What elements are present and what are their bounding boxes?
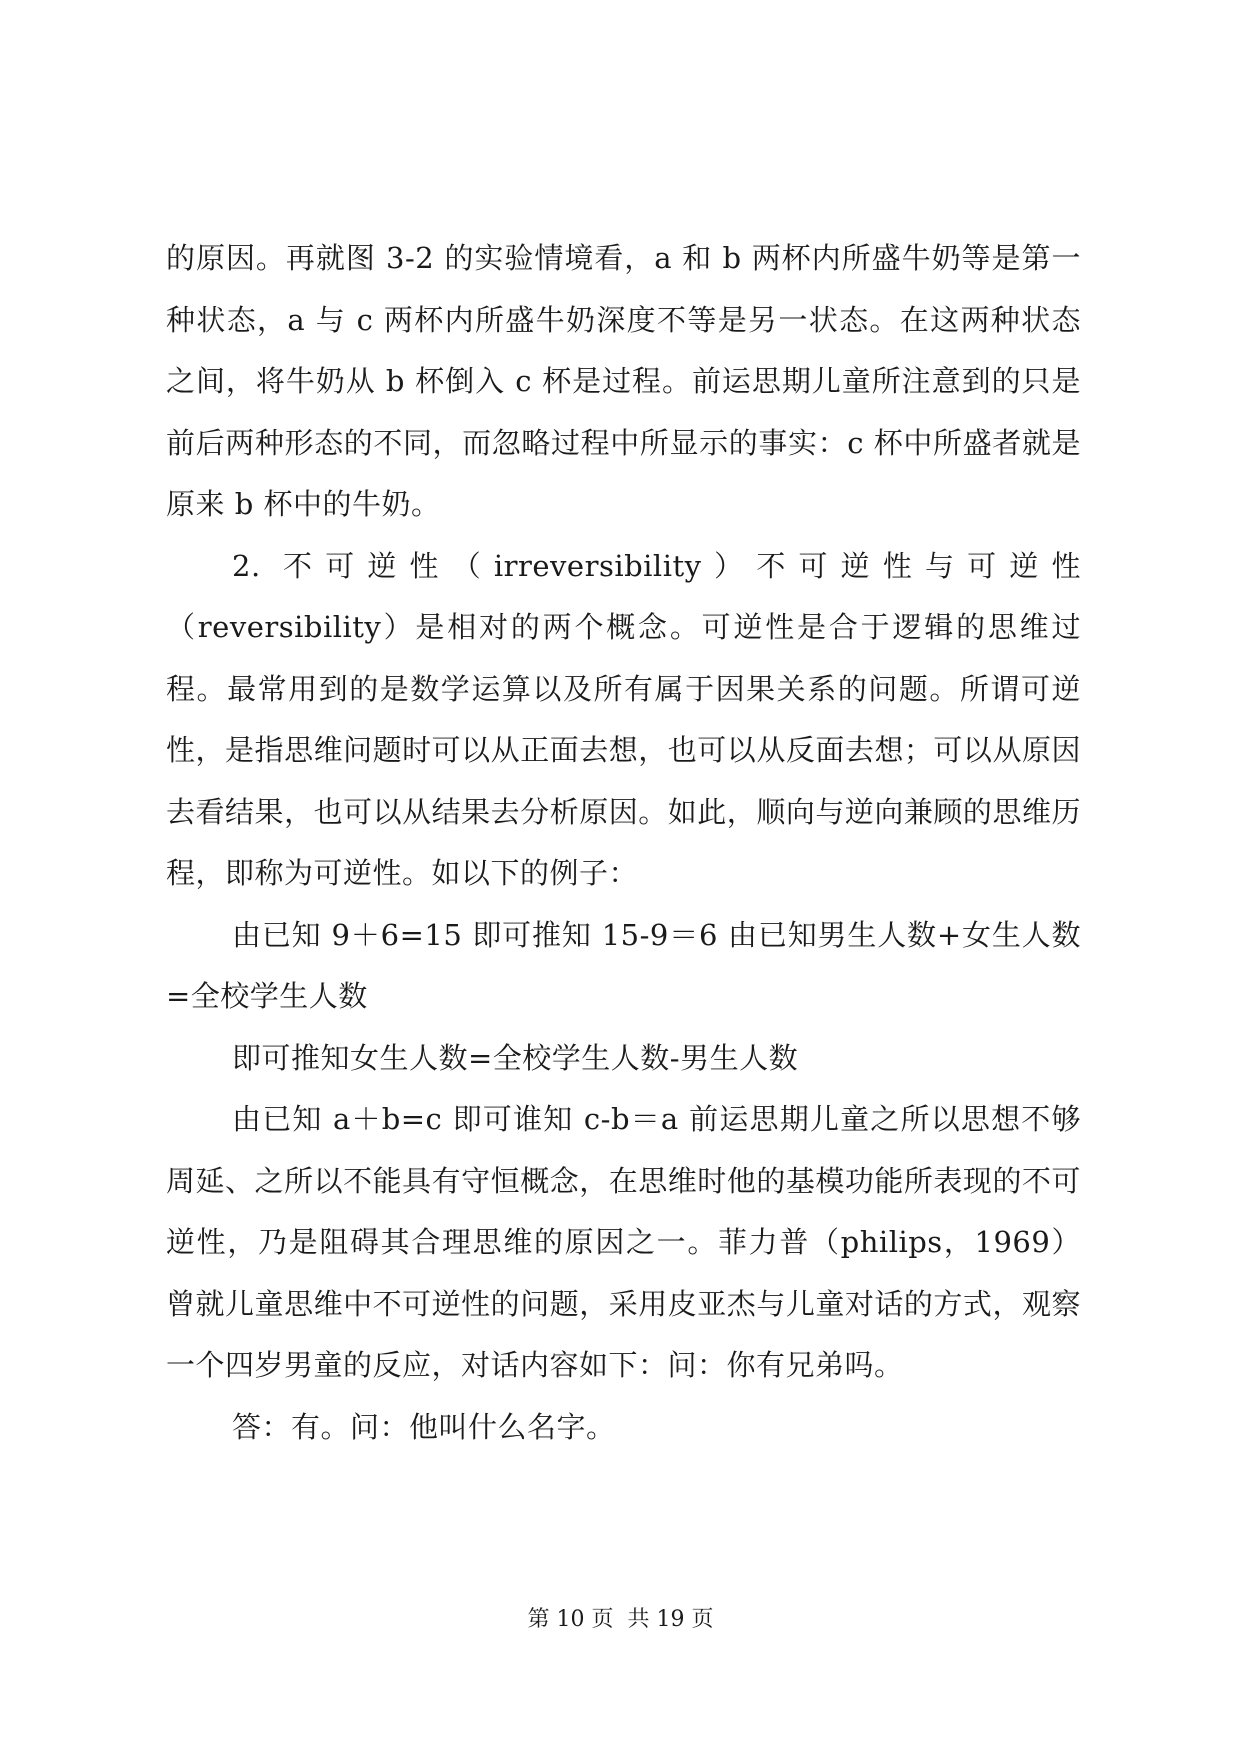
paragraph-3: 由已知 9＋6=15 即可推知 15-9＝6 由已知男生人数+女生人数=全校学生人数 (166, 917, 1081, 1013)
paragraph-2: 2. 不可逆性（irreversibility）不可逆性与可逆性（reversibility）是相对的两个概念。可逆性是合于逻辑的思维过程。最常用到的是数学运算以及所有属于因果关系的问题。所谓可逆性，是指思维问题时可以从正面去想，也可以从反面去想；可以从原因去看结果，也可以从结果去分析原因。如此，顺向与逆向兼顾的思维历程，即称为可逆性。如以下的例子： (166, 548, 1081, 890)
page-number: 第 10 页 共 19 页 (527, 1607, 714, 1632)
paragraph-6: 答：有。问：他叫什么名字。 (232, 1409, 616, 1444)
page-footer (0, 1602, 1241, 1633)
paragraph-4: 即可推知女生人数=全校学生人数-男生人数 (232, 1040, 799, 1075)
paragraph-5: 由已知 a＋b=c 即可谁知 c-b＝a 前运思期儿童之所以思想不够周延、之所以不能具有守恒概念，在思维时他的基模功能所表现的不可逆性，乃是阻碍其合理思维的原因之一。菲力普（philips，1969）曾就儿童思维中不可逆性的问题，采用皮亚杰与儿童对话的方式，观察一个四岁男童的反应，对话内容如下：问：你有兄弟吗。 (166, 1102, 1081, 1382)
body-text (166, 228, 1081, 1458)
paragraph-1: 的原因。再就图 3-2 的实验情境看，a 和 b 两杯内所盛牛奶等是第一种状态，a 与 c 两杯内所盛牛奶深度不等是另一状态。在这两种状态之间，将牛奶从 b 杯倒入 c 杯是过程。前运思期儿童所注意到的只是前后两种形态的不同，而忽略过程中所显示的事实：c 杯中所盛者就是原来 b 杯中的牛奶。 (166, 241, 1081, 521)
